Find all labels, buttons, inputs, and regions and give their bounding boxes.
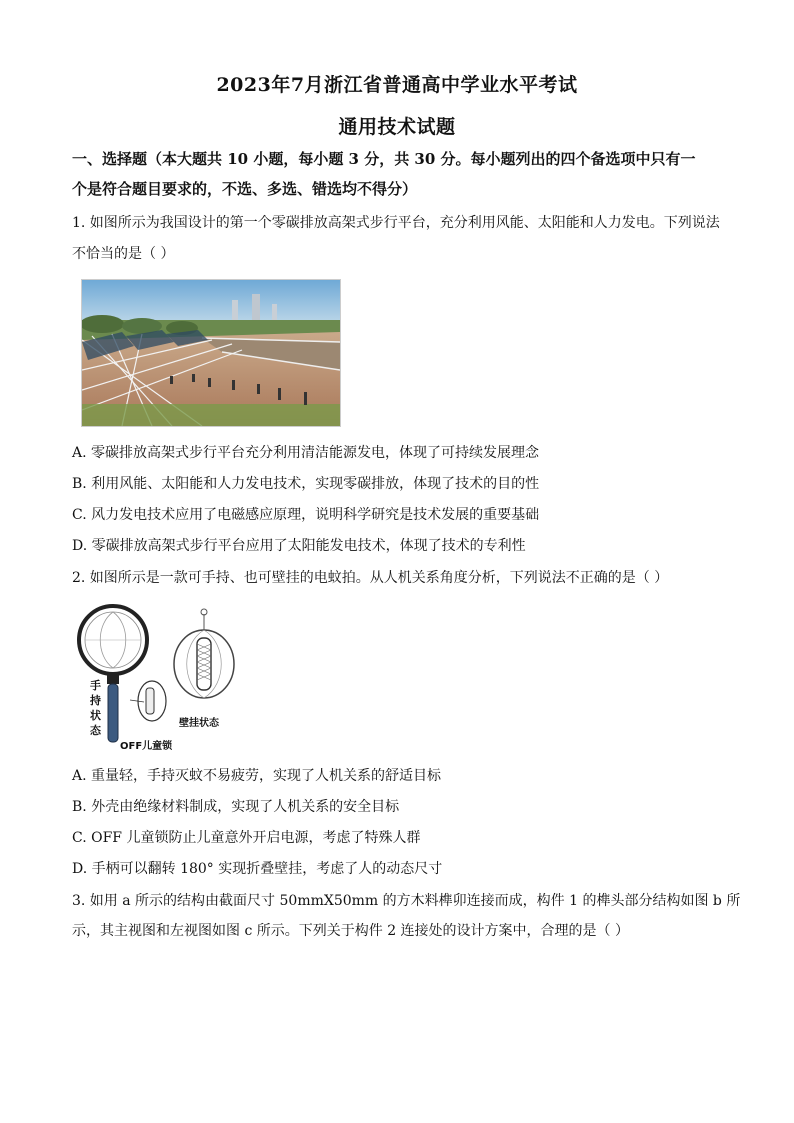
section-heading [72, 144, 732, 204]
section-heading-line-1: 一、选择题（本大题共 10 小题，每小题 3 分，共 30 分。每小题列出的四个备选项中只有一 [72, 150, 696, 168]
q1-option-a: A. 零碳排放高架式步行平台充分利用清洁能源发电，体现了可持续发展理念 [72, 445, 540, 461]
exam-subtitle: 通用技术试题 [338, 116, 456, 138]
q3-stem-line-1: 3. 如用 a 所示的结构由截面尺寸 50mmX50mm 的方木料榫卯连接而成，构件 1 的榫头部分结构如图 b 所 [72, 893, 741, 909]
q1-stem-line-2: 不恰当的是（ ） [72, 246, 175, 262]
child-lock-label: OFF儿童锁 [120, 741, 173, 752]
q1-option-c: C. 风力发电技术应用了电磁感应原理，说明科学研究是技术发展的重要基础 [72, 507, 540, 523]
q2-option-b: B. 外壳由绝缘材料制成，实现了人机关系的安全目标 [72, 799, 400, 815]
wall-mounted-swatter-drawing [174, 609, 234, 698]
q1-stem-line-1: 1. 如图所示为我国设计的第一个零碳排放高架式步行平台，充分利用风能、太阳能和人力发电。下列说法 [72, 215, 720, 231]
section-heading-line-2: 个是符合题目要求的，不选、多选、错选均不得分） [72, 180, 418, 198]
exam-title: 2023年7月浙江省普通高中学业水平考试 [216, 74, 578, 96]
q1-option-d: D. 零碳排放高架式步行平台应用了太阳能发电技术，体现了技术的专利性 [72, 538, 526, 554]
wall-mounted-state-label: 壁挂状态 [179, 718, 219, 729]
q1-option-b: B. 利用风能、太阳能和人力发电技术，实现零碳排放，体现了技术的目的性 [72, 476, 540, 492]
q2-stem-line-1: 2. 如图所示是一款可手持、也可壁挂的电蚊拍。从人机关系角度分析，下列说法不正确的是（ ） [72, 570, 669, 586]
q2-option-c: C. OFF 儿童锁防止儿童意外开启电源，考虑了特殊人群 [72, 830, 421, 846]
q1-platform-photo [81, 279, 341, 427]
q3-stem-line-2: 示，其主视图和左视图如图 c 所示。下列关于构件 2 连接处的设计方案中，合理的是（ ） [72, 923, 629, 939]
q2-option-a: A. 重量轻，手持灭蚊不易疲劳，实现了人机关系的舒适目标 [72, 768, 442, 784]
q2-option-d: D. 手柄可以翻转 180° 实现折叠壁挂，考虑了人的动态尺寸 [72, 861, 443, 877]
handheld-state-label: 手持状态 [90, 679, 101, 737]
child-lock-detail [130, 681, 166, 721]
q2-mosquito-swatter-figure [76, 604, 246, 752]
